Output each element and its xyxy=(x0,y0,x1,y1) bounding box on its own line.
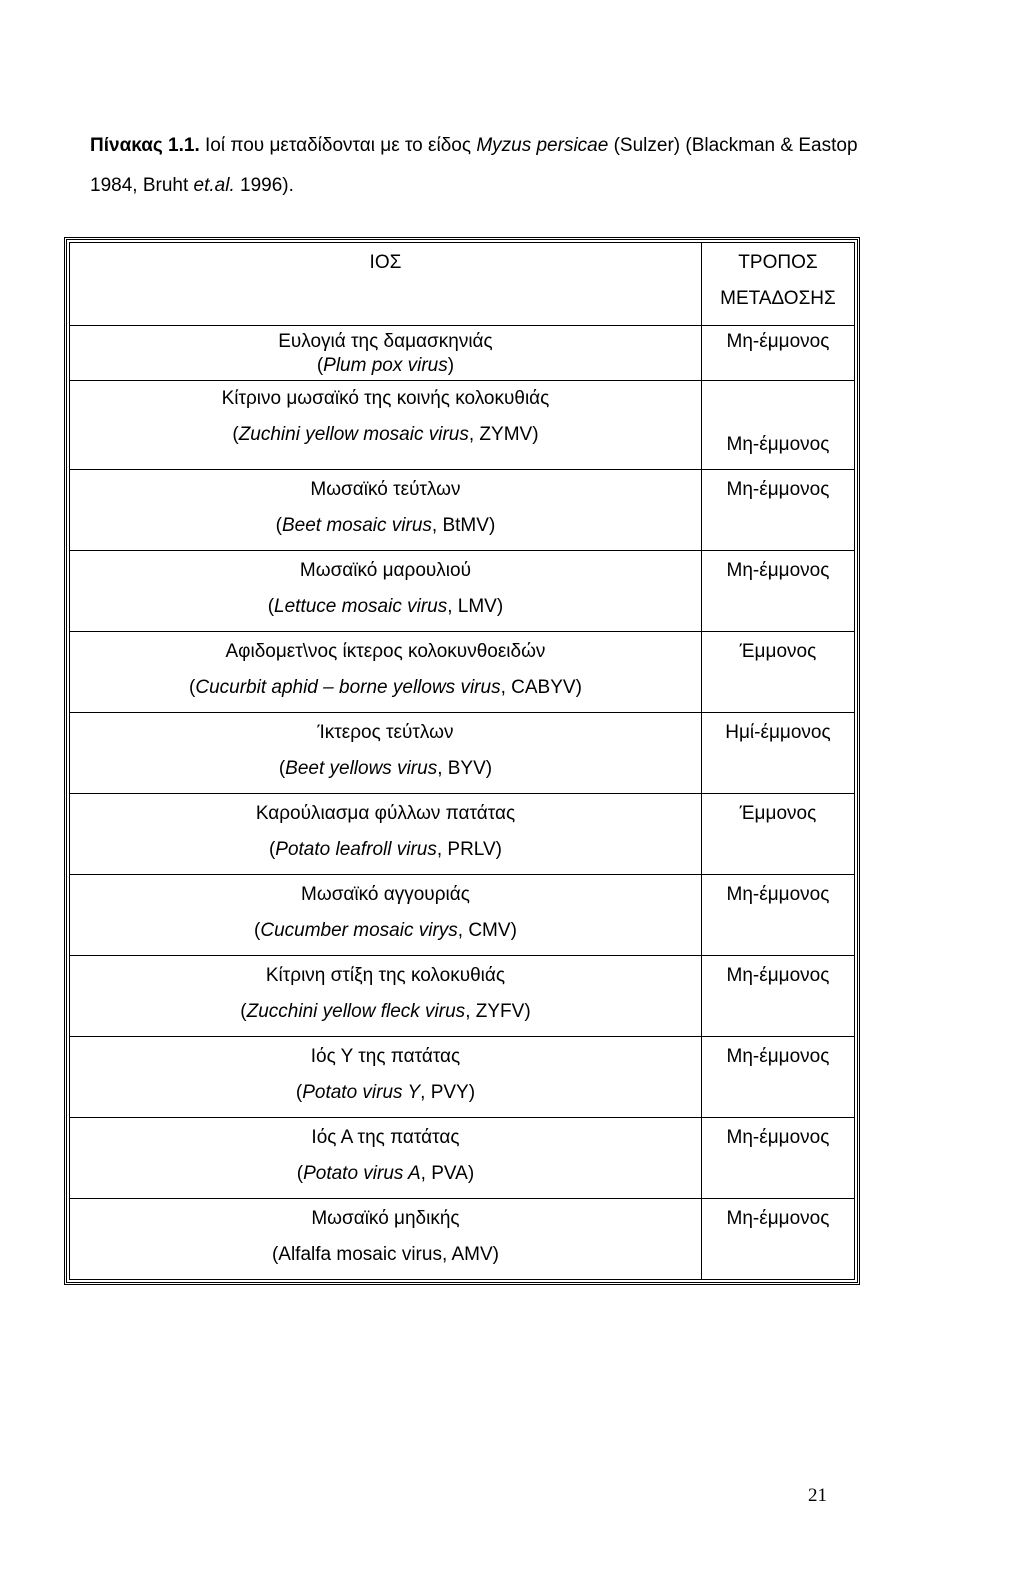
caption-text-a: Ιοί που μεταδίδονται με το είδος xyxy=(199,135,477,156)
table-row xyxy=(70,632,855,713)
virus-greek-name: Καρούλιασμα φύλλων πατάτας xyxy=(255,803,516,824)
transmission-mode-cell xyxy=(701,326,854,381)
virus-latin-name: (Zuchini yellow mosaic virus, ZYMV) xyxy=(232,424,539,445)
table-row xyxy=(70,1118,855,1199)
virus-latin-name: (Alfalfa mosaic virus, AMV) xyxy=(271,1244,499,1265)
virus-greek-name: Ιός Α της πατάτας xyxy=(311,1127,460,1148)
virus-cell xyxy=(70,632,702,713)
virus-latin-name: (Cucumber mosaic virys, CMV) xyxy=(254,920,517,941)
virus-table-frame xyxy=(64,237,860,1285)
caption-etal: et.al. xyxy=(193,175,235,196)
page-number: 21 xyxy=(808,1485,827,1506)
transmission-mode-cell xyxy=(701,632,854,713)
table-row xyxy=(70,713,855,794)
table-row xyxy=(70,956,855,1037)
virus-latin-name: (Plum pox virus) xyxy=(316,355,455,376)
virus-cell xyxy=(70,381,702,470)
virus-latin-name: (Cucurbit aphid – borne yellows virus, CABYV) xyxy=(189,677,582,698)
transmission-mode: Μη-έμμονος xyxy=(726,965,830,986)
table-row xyxy=(70,1037,855,1118)
transmission-mode: Μη-έμμονος xyxy=(726,331,830,352)
table-row xyxy=(70,470,855,551)
table-caption xyxy=(90,126,890,206)
transmission-mode-cell xyxy=(701,875,854,956)
transmission-mode-cell xyxy=(701,381,854,470)
virus-cell xyxy=(70,875,702,956)
virus-cell xyxy=(70,794,702,875)
transmission-mode-cell xyxy=(701,713,854,794)
virus-latin-name: (Zucchini yellow fleck virus, ZYFV) xyxy=(240,1001,531,1022)
transmission-mode-cell xyxy=(701,794,854,875)
transmission-mode: Μη-έμμονος xyxy=(726,434,830,455)
caption-text-c: 1996). xyxy=(234,175,294,196)
virus-greek-name: Ίκτερος τεύτλων xyxy=(317,722,454,743)
caption-species: Myzus persicae xyxy=(476,135,609,156)
transmission-mode: Ημί-έμμονος xyxy=(725,722,831,743)
virus-latin-name: (Potato leafroll virus, PRLV) xyxy=(268,839,502,860)
table-row xyxy=(70,326,855,381)
transmission-mode-cell xyxy=(701,956,854,1037)
transmission-mode: Έμμονος xyxy=(739,803,817,824)
virus-greek-name: Κίτρινο μωσαϊκό της κοινής κολοκυθιάς xyxy=(221,388,550,409)
virus-greek-name: Μωσαϊκό αγγουριάς xyxy=(301,884,470,905)
header-virus: ΙΟΣ xyxy=(70,243,702,326)
virus-greek-name: Μωσαϊκό μαρουλιού xyxy=(299,560,471,581)
transmission-mode: Μη-έμμονος xyxy=(726,560,830,581)
virus-cell xyxy=(70,713,702,794)
transmission-mode-cell xyxy=(701,551,854,632)
virus-greek-name: Κίτρινη στίξη της κολοκυθιάς xyxy=(265,965,506,986)
caption-text-b: (Sulzer) (Blackman & Eastop 1984, Bruht xyxy=(90,135,858,196)
transmission-mode: Μη-έμμονος xyxy=(726,1127,830,1148)
virus-greek-name: Ευλογιά της δαμασκηνιάς xyxy=(278,331,493,352)
header-mode-line1: ΤΡΟΠΟΣ xyxy=(738,252,818,273)
virus-latin-name: (Lettuce mosaic virus, LMV) xyxy=(267,596,504,617)
transmission-mode-cell xyxy=(701,470,854,551)
table-row xyxy=(70,381,855,470)
transmission-mode-cell xyxy=(701,1199,854,1280)
header-transmission-mode xyxy=(701,243,854,326)
virus-greek-name: Ιός Υ της πατάτας xyxy=(310,1046,461,1067)
virus-greek-name: Αφιδομετ\νος ίκτερος κολοκυνθοειδών xyxy=(225,641,546,662)
virus-cell xyxy=(70,551,702,632)
transmission-mode-cell xyxy=(701,1037,854,1118)
transmission-mode: Μη-έμμονος xyxy=(726,1046,830,1067)
virus-cell xyxy=(70,1199,702,1280)
virus-cell xyxy=(70,956,702,1037)
header-mode-line2: ΜΕΤΑΔΟΣΗΣ xyxy=(720,288,836,309)
table-row xyxy=(70,551,855,632)
caption-label: Πίνακας 1.1. xyxy=(90,135,200,156)
virus-latin-name: (Potato virus Y, PVY) xyxy=(295,1082,476,1103)
virus-greek-name: Μωσαϊκό τεύτλων xyxy=(310,479,461,500)
virus-latin-name: (Beet yellows virus, BYV) xyxy=(278,758,493,779)
transmission-mode: Έμμονος xyxy=(739,641,817,662)
virus-latin-name: (Potato virus A, PVA) xyxy=(296,1163,475,1184)
transmission-mode-cell xyxy=(701,1118,854,1199)
virus-cell xyxy=(70,470,702,551)
transmission-mode: Μη-έμμονος xyxy=(726,884,830,905)
table-row xyxy=(70,1199,855,1280)
virus-cell xyxy=(70,1037,702,1118)
virus-cell xyxy=(70,1118,702,1199)
virus-greek-name: Μωσαϊκό μηδικής xyxy=(311,1208,460,1229)
table-row xyxy=(70,875,855,956)
transmission-mode: Μη-έμμονος xyxy=(726,479,830,500)
transmission-mode: Μη-έμμονος xyxy=(726,1208,830,1229)
table-row xyxy=(70,794,855,875)
virus-table xyxy=(69,242,855,1280)
virus-cell xyxy=(70,326,702,381)
virus-latin-name: (Beet mosaic virus, BtMV) xyxy=(275,515,496,536)
table-header-row xyxy=(70,243,855,326)
